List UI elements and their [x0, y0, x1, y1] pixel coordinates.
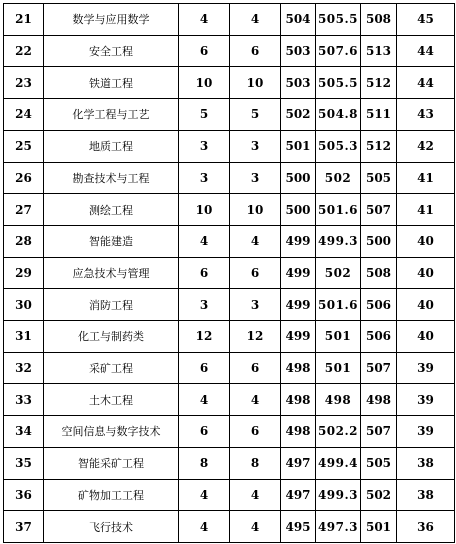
major-name-cell: 飞行技术 [44, 511, 179, 543]
admitted-count-cell: 3 [230, 130, 281, 162]
min-score-cell: 500 [281, 162, 316, 194]
min-score-cell: 497 [281, 479, 316, 511]
major-name-cell: 安全工程 [44, 35, 179, 67]
avg-score-cell: 505.5 [316, 67, 361, 99]
min-score-cell: 504 [281, 4, 316, 36]
plan-count-cell: 4 [179, 479, 230, 511]
rank-value-cell: 38 [397, 479, 455, 511]
row-number-cell: 23 [4, 67, 44, 99]
table-row [4, 416, 455, 448]
avg-score-cell: 498 [316, 384, 361, 416]
rank-value-cell: 38 [397, 447, 455, 479]
row-number-cell: 36 [4, 479, 44, 511]
avg-score-cell: 505.3 [316, 130, 361, 162]
avg-score-cell: 501 [316, 321, 361, 353]
min-score-cell: 503 [281, 67, 316, 99]
row-number-cell: 29 [4, 257, 44, 289]
table-row [4, 225, 455, 257]
max-score-cell: 502 [361, 479, 397, 511]
major-name-cell: 土木工程 [44, 384, 179, 416]
avg-score-cell: 504.8 [316, 99, 361, 131]
rank-value-cell: 40 [397, 321, 455, 353]
table-row [4, 35, 455, 67]
max-score-cell: 512 [361, 130, 397, 162]
plan-count-cell: 3 [179, 130, 230, 162]
max-score-cell: 507 [361, 352, 397, 384]
table-row [4, 352, 455, 384]
min-score-cell: 499 [281, 289, 316, 321]
row-number-cell: 33 [4, 384, 44, 416]
avg-score-cell: 501.6 [316, 194, 361, 226]
plan-count-cell: 6 [179, 352, 230, 384]
admitted-count-cell: 10 [230, 67, 281, 99]
table-row [4, 4, 455, 36]
min-score-cell: 503 [281, 35, 316, 67]
max-score-cell: 500 [361, 225, 397, 257]
min-score-cell: 499 [281, 257, 316, 289]
plan-count-cell: 8 [179, 447, 230, 479]
row-number-cell: 30 [4, 289, 44, 321]
table-row [4, 511, 455, 543]
max-score-cell: 505 [361, 162, 397, 194]
table-body [4, 4, 455, 543]
major-name-cell: 勘查技术与工程 [44, 162, 179, 194]
row-number-cell: 31 [4, 321, 44, 353]
min-score-cell: 495 [281, 511, 316, 543]
admitted-count-cell: 3 [230, 289, 281, 321]
max-score-cell: 511 [361, 99, 397, 131]
max-score-cell: 512 [361, 67, 397, 99]
rank-value-cell: 40 [397, 289, 455, 321]
min-score-cell: 498 [281, 352, 316, 384]
avg-score-cell: 507.6 [316, 35, 361, 67]
rank-value-cell: 41 [397, 162, 455, 194]
admitted-count-cell: 4 [230, 4, 281, 36]
min-score-cell: 500 [281, 194, 316, 226]
avg-score-cell: 501.6 [316, 289, 361, 321]
major-name-cell: 采矿工程 [44, 352, 179, 384]
plan-count-cell: 4 [179, 511, 230, 543]
admitted-count-cell: 6 [230, 352, 281, 384]
plan-count-cell: 6 [179, 35, 230, 67]
avg-score-cell: 501 [316, 352, 361, 384]
min-score-cell: 498 [281, 384, 316, 416]
max-score-cell: 506 [361, 321, 397, 353]
table-row [4, 447, 455, 479]
major-name-cell: 空间信息与数字技术 [44, 416, 179, 448]
admitted-count-cell: 12 [230, 321, 281, 353]
row-number-cell: 26 [4, 162, 44, 194]
rank-value-cell: 40 [397, 257, 455, 289]
max-score-cell: 506 [361, 289, 397, 321]
plan-count-cell: 3 [179, 162, 230, 194]
plan-count-cell: 4 [179, 225, 230, 257]
rank-value-cell: 43 [397, 99, 455, 131]
major-name-cell: 铁道工程 [44, 67, 179, 99]
admitted-count-cell: 6 [230, 257, 281, 289]
min-score-cell: 499 [281, 321, 316, 353]
table-row [4, 289, 455, 321]
major-name-cell: 数学与应用数学 [44, 4, 179, 36]
admitted-count-cell: 4 [230, 511, 281, 543]
rank-value-cell: 39 [397, 384, 455, 416]
rank-value-cell: 45 [397, 4, 455, 36]
max-score-cell: 505 [361, 447, 397, 479]
avg-score-cell: 502 [316, 162, 361, 194]
table-row [4, 162, 455, 194]
row-number-cell: 37 [4, 511, 44, 543]
avg-score-cell: 499.3 [316, 479, 361, 511]
plan-count-cell: 6 [179, 257, 230, 289]
max-score-cell: 507 [361, 194, 397, 226]
rank-value-cell: 44 [397, 67, 455, 99]
table-row [4, 479, 455, 511]
table-row [4, 130, 455, 162]
admitted-count-cell: 5 [230, 99, 281, 131]
row-number-cell: 34 [4, 416, 44, 448]
row-number-cell: 27 [4, 194, 44, 226]
avg-score-cell: 505.5 [316, 4, 361, 36]
row-number-cell: 32 [4, 352, 44, 384]
min-score-cell: 502 [281, 99, 316, 131]
plan-count-cell: 6 [179, 416, 230, 448]
max-score-cell: 498 [361, 384, 397, 416]
major-name-cell: 矿物加工工程 [44, 479, 179, 511]
plan-count-cell: 5 [179, 99, 230, 131]
row-number-cell: 21 [4, 4, 44, 36]
max-score-cell: 508 [361, 4, 397, 36]
table-row [4, 194, 455, 226]
table-row [4, 257, 455, 289]
min-score-cell: 499 [281, 225, 316, 257]
row-number-cell: 24 [4, 99, 44, 131]
rank-value-cell: 39 [397, 416, 455, 448]
admission-score-table [3, 3, 455, 543]
major-name-cell: 化学工程与工艺 [44, 99, 179, 131]
plan-count-cell: 4 [179, 384, 230, 416]
admitted-count-cell: 6 [230, 35, 281, 67]
major-name-cell: 消防工程 [44, 289, 179, 321]
rank-value-cell: 42 [397, 130, 455, 162]
table-row [4, 384, 455, 416]
max-score-cell: 513 [361, 35, 397, 67]
major-name-cell: 智能建造 [44, 225, 179, 257]
avg-score-cell: 502 [316, 257, 361, 289]
min-score-cell: 498 [281, 416, 316, 448]
admitted-count-cell: 4 [230, 479, 281, 511]
rank-value-cell: 41 [397, 194, 455, 226]
min-score-cell: 501 [281, 130, 316, 162]
plan-count-cell: 10 [179, 67, 230, 99]
rank-value-cell: 36 [397, 511, 455, 543]
plan-count-cell: 3 [179, 289, 230, 321]
avg-score-cell: 499.4 [316, 447, 361, 479]
major-name-cell: 应急技术与管理 [44, 257, 179, 289]
rank-value-cell: 39 [397, 352, 455, 384]
admitted-count-cell: 3 [230, 162, 281, 194]
major-name-cell: 地质工程 [44, 130, 179, 162]
major-name-cell: 化工与制药类 [44, 321, 179, 353]
row-number-cell: 25 [4, 130, 44, 162]
rank-value-cell: 44 [397, 35, 455, 67]
row-number-cell: 35 [4, 447, 44, 479]
avg-score-cell: 499.3 [316, 225, 361, 257]
avg-score-cell: 497.3 [316, 511, 361, 543]
min-score-cell: 497 [281, 447, 316, 479]
plan-count-cell: 12 [179, 321, 230, 353]
admitted-count-cell: 8 [230, 447, 281, 479]
max-score-cell: 501 [361, 511, 397, 543]
admitted-count-cell: 10 [230, 194, 281, 226]
admitted-count-cell: 6 [230, 416, 281, 448]
avg-score-cell: 502.2 [316, 416, 361, 448]
admitted-count-cell: 4 [230, 384, 281, 416]
admitted-count-cell: 4 [230, 225, 281, 257]
major-name-cell: 测绘工程 [44, 194, 179, 226]
table-row [4, 67, 455, 99]
plan-count-cell: 4 [179, 4, 230, 36]
max-score-cell: 508 [361, 257, 397, 289]
plan-count-cell: 10 [179, 194, 230, 226]
max-score-cell: 507 [361, 416, 397, 448]
major-name-cell: 智能采矿工程 [44, 447, 179, 479]
rank-value-cell: 40 [397, 225, 455, 257]
table-row [4, 321, 455, 353]
row-number-cell: 22 [4, 35, 44, 67]
table-row [4, 99, 455, 131]
row-number-cell: 28 [4, 225, 44, 257]
